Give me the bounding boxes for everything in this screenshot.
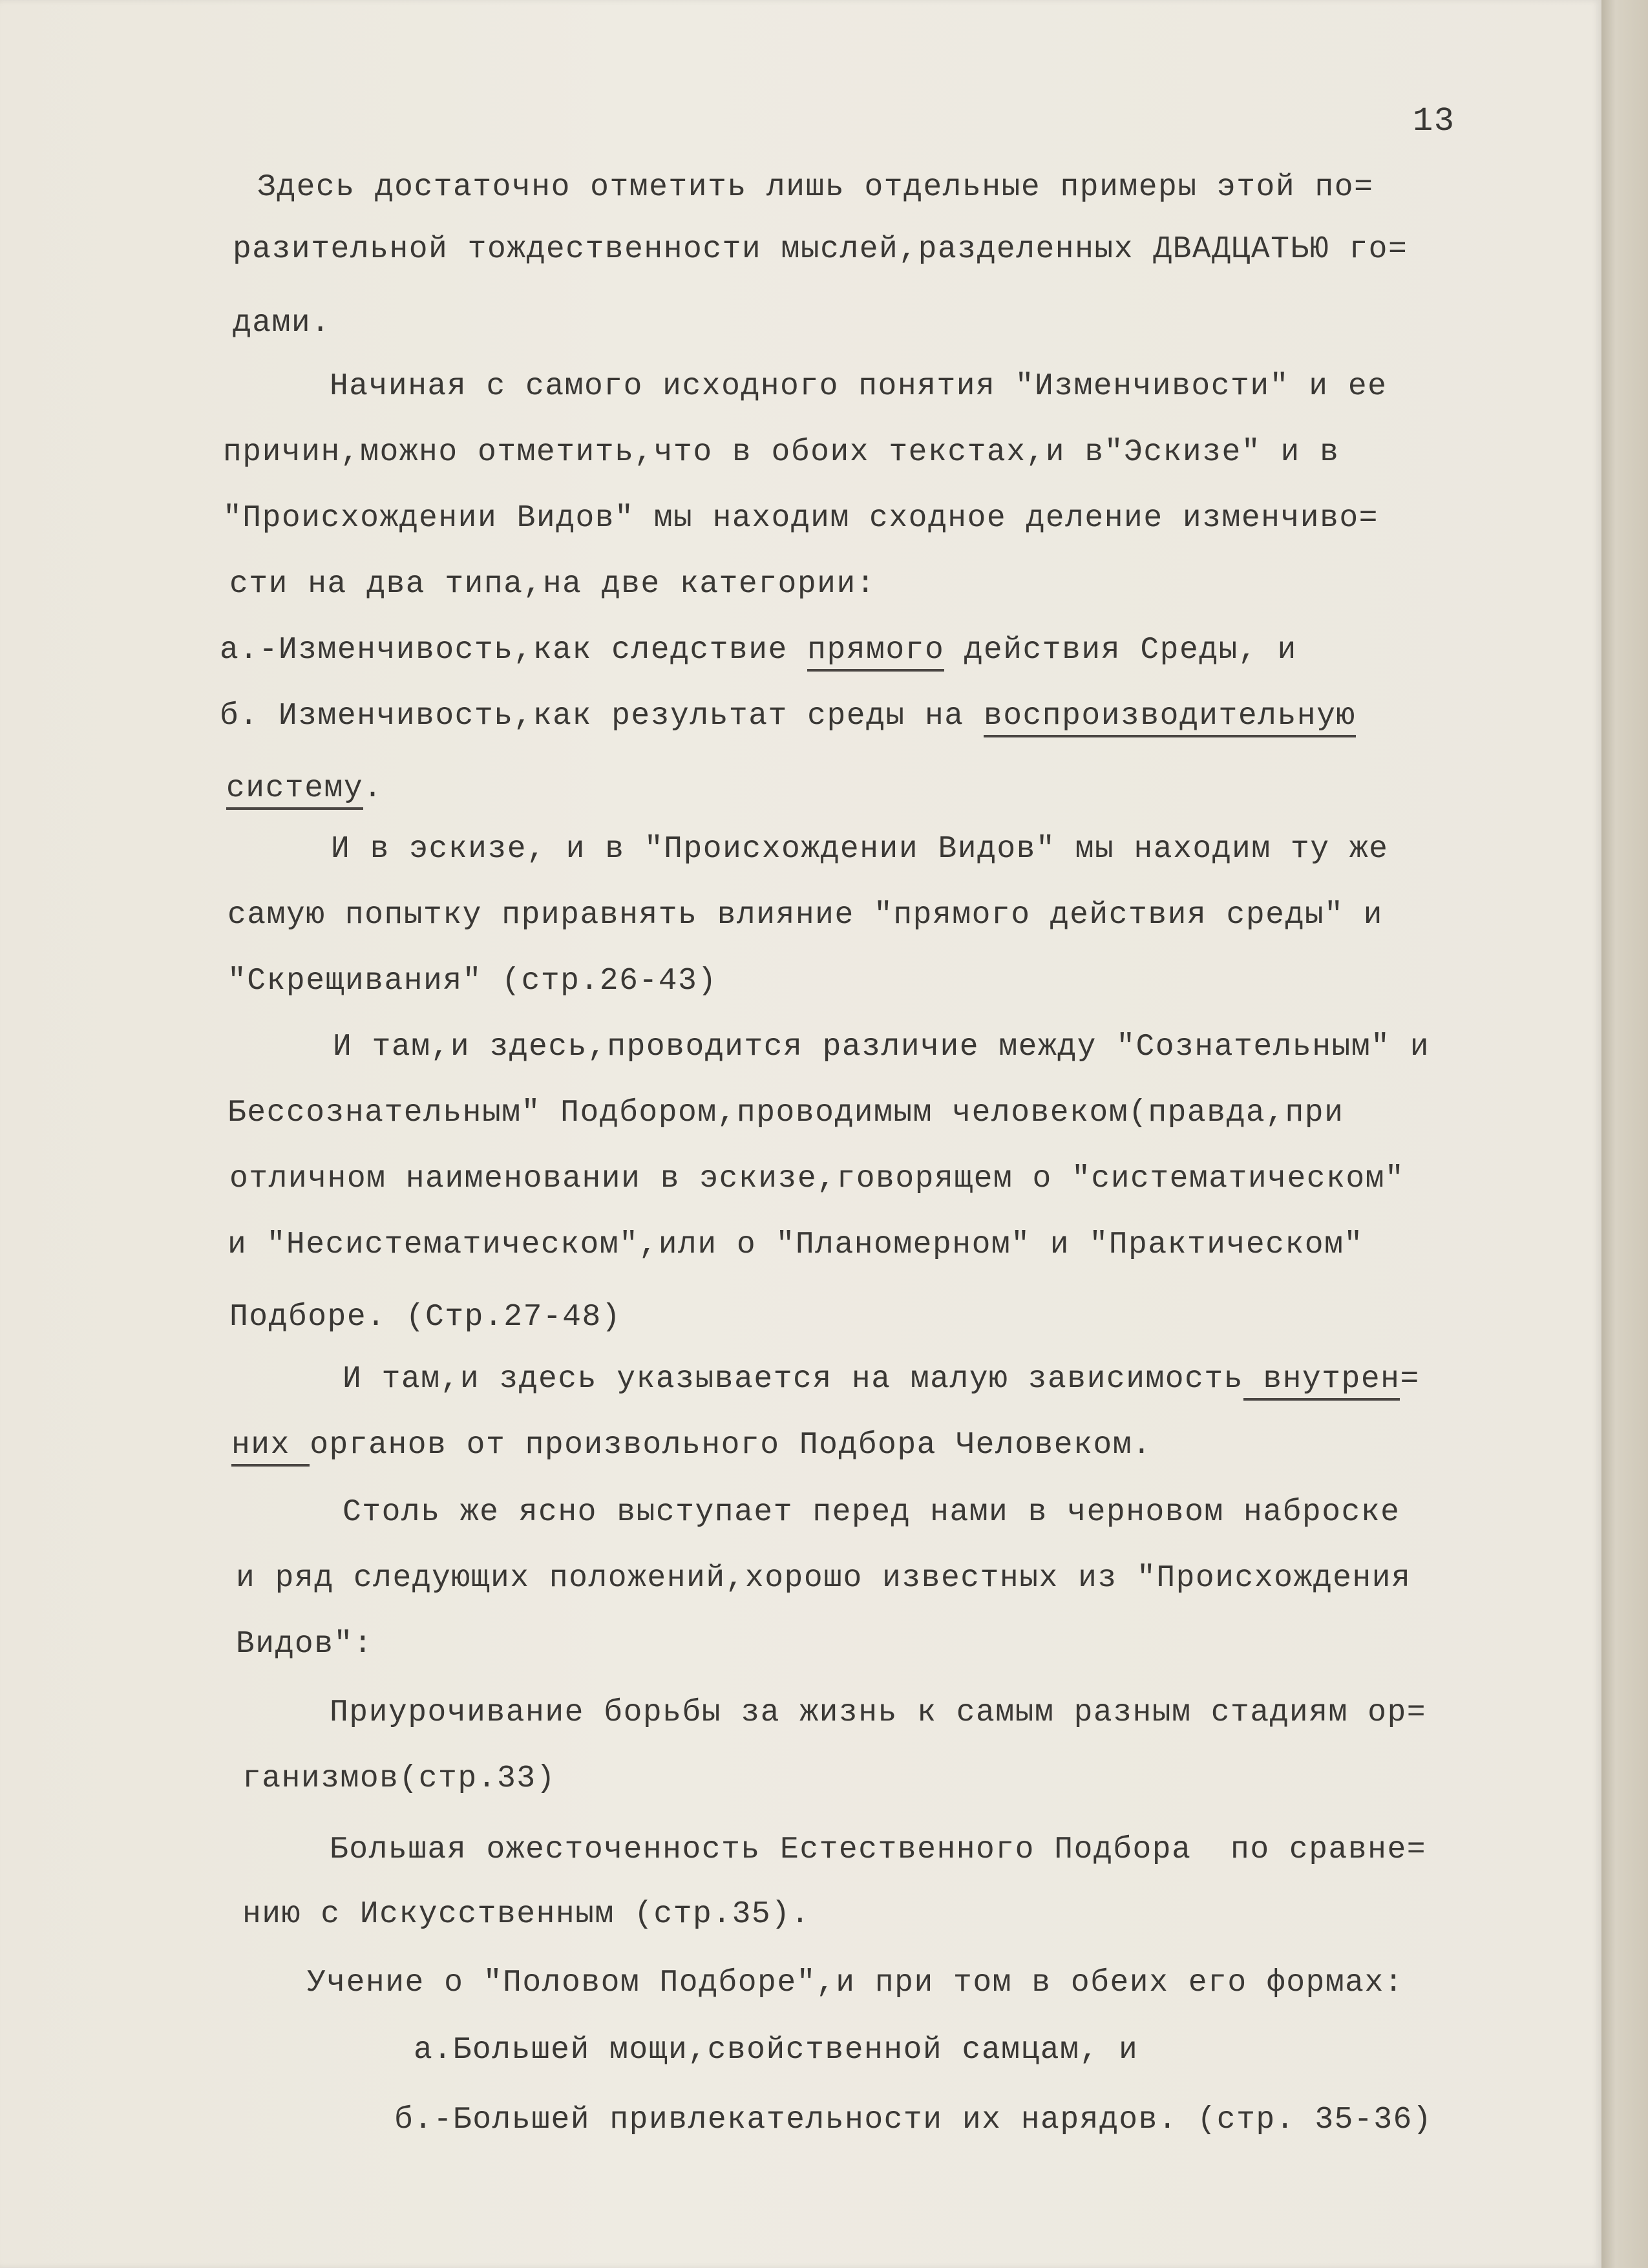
text-line bbox=[330, 368, 1387, 405]
text-segment: а.-Изменчивость,как следствие bbox=[220, 633, 808, 668]
text-line bbox=[233, 231, 1408, 268]
text-line bbox=[333, 1029, 1430, 1065]
text-line bbox=[331, 831, 1388, 867]
text-line bbox=[226, 770, 383, 807]
text-segment: Бессознательным" Подбором,проводимым человеком(правда,при bbox=[227, 1096, 1344, 1130]
text-line bbox=[220, 632, 1297, 668]
paper-edge bbox=[1601, 0, 1648, 2268]
text-segment: И там,и здесь,проводится различие между "Сознательным" и bbox=[333, 1030, 1430, 1065]
text-segment: причин,можно отметить,что в обоих текстах,и в"Эскизе" и в bbox=[223, 435, 1340, 470]
text-line bbox=[394, 2102, 1432, 2138]
text-line bbox=[236, 1560, 1411, 1596]
underlined-text: них bbox=[231, 1428, 310, 1467]
text-segment: нию с Искусственным (стр.35). bbox=[242, 1897, 810, 1932]
text-segment: Большая ожесточенность Естественного Подбора по сравне= bbox=[330, 1832, 1427, 1867]
text-line bbox=[227, 963, 717, 999]
text-segment: отличном наименовании в эскизе,говорящем о "систематическом" bbox=[229, 1161, 1405, 1196]
text-line bbox=[242, 1896, 810, 1933]
text-line bbox=[343, 1494, 1400, 1531]
text-line bbox=[242, 1761, 556, 1797]
text-segment: И там,и здесь указывается на малую зависимость bbox=[343, 1362, 1244, 1397]
text-line bbox=[307, 1965, 1404, 2001]
text-segment: б.-Большей привлекательности их нарядов. (стр. 35-36) bbox=[394, 2103, 1433, 2137]
text-segment: . bbox=[363, 771, 383, 806]
text-segment: б. Изменчивость,как результат среды на bbox=[220, 699, 984, 734]
text-segment: разительной тождественности мыслей,разделенных ДВАДЦАТЬЮ го= bbox=[233, 232, 1408, 267]
text-line bbox=[233, 305, 331, 341]
text-segment: Видов": bbox=[236, 1627, 374, 1662]
text-segment: Учение о "Половом Подборе",и при том в обеих его формах: bbox=[307, 1966, 1404, 2000]
text-segment: действия Среды, и bbox=[944, 633, 1297, 668]
text-segment: самую попытку приравнять влияние "прямого действия среды" и bbox=[227, 898, 1383, 933]
text-segment: = bbox=[1400, 1362, 1420, 1397]
text-segment: "Происхождении Видов" мы находим сходное деление изменчиво= bbox=[223, 501, 1379, 536]
text-segment: органов от произвольного Подбора Человеком. bbox=[310, 1428, 1152, 1463]
text-segment: и ряд следующих положений,хорошо известных из "Происхождения bbox=[236, 1561, 1411, 1596]
text-line bbox=[227, 897, 1383, 933]
text-line bbox=[231, 1427, 1152, 1463]
text-segment: дами. bbox=[233, 306, 331, 341]
text-line bbox=[330, 1832, 1426, 1868]
text-line bbox=[330, 1695, 1426, 1731]
text-segment: И в эскизе, и в "Происхождении Видов" мы находим ту же bbox=[331, 832, 1389, 867]
text-line bbox=[257, 169, 1373, 206]
text-segment: Начиная с самого исходного понятия "Изменчивости" и ее bbox=[330, 369, 1388, 404]
underlined-text: внутрен bbox=[1243, 1362, 1400, 1401]
text-segment: Подборе. (Стр.27-48) bbox=[229, 1300, 622, 1335]
text-line bbox=[229, 1299, 621, 1335]
text-line bbox=[229, 1161, 1404, 1197]
text-line bbox=[220, 698, 1356, 734]
page-number: 13 bbox=[1413, 102, 1455, 140]
text-line bbox=[236, 1626, 373, 1662]
text-segment: и "Несистематическом",или о "Планомерном" и "Практическом" bbox=[227, 1227, 1364, 1262]
text-segment: ганизмов(стр.33) bbox=[242, 1761, 556, 1796]
text-line bbox=[343, 1361, 1420, 1397]
text-line bbox=[223, 434, 1339, 471]
text-segment: Столь же ясно выступает перед нами в черновом наброске bbox=[343, 1495, 1400, 1530]
underlined-text: систему bbox=[226, 771, 363, 810]
underlined-text: прямого bbox=[807, 633, 944, 672]
underlined-text: воспроизводительную bbox=[984, 699, 1356, 737]
text-segment: "Скрещивания" (стр.26-43) bbox=[227, 964, 717, 999]
text-segment: сти на два типа,на две категории: bbox=[229, 567, 876, 602]
text-segment: а.Большей мощи,свойственной самцам, и bbox=[414, 2033, 1139, 2068]
text-line bbox=[229, 566, 876, 602]
text-line bbox=[227, 1227, 1364, 1263]
text-line bbox=[223, 500, 1379, 536]
text-segment: Здесь достаточно отметить лишь отдельные примеры этой по= bbox=[257, 170, 1374, 205]
text-line bbox=[414, 2032, 1138, 2068]
text-line bbox=[227, 1095, 1344, 1131]
text-segment: Приурочивание борьбы за жизнь к самым разным стадиям ор= bbox=[330, 1695, 1427, 1730]
